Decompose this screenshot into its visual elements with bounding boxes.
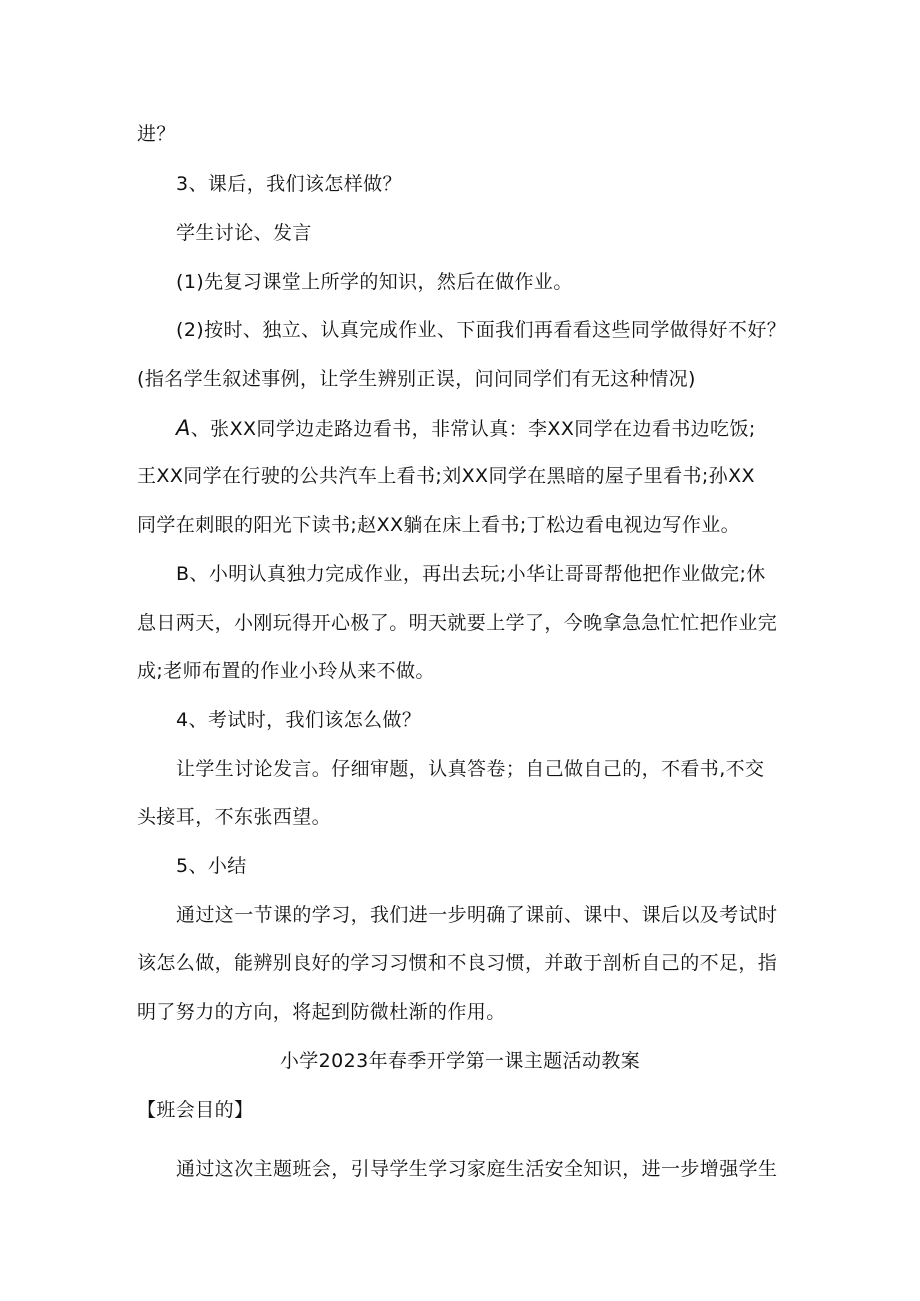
text-line: 通过这一节课的学习，我们进一步明确了课前、课中、课后以及考试时 [176, 904, 778, 926]
text-line: 王XX同学在行驶的公共汽车上看书;刘XX同学在黑暗的屋子里看书;孙XX [137, 465, 755, 487]
text-line: B、小明认真独力完成作业，再出去玩;小华让哥哥帮他把作业做完;休 [176, 563, 766, 585]
section-heading: 【班会目的】 [137, 1099, 254, 1121]
section-heading: 4、考试时，我们该怎么做？ [176, 709, 422, 731]
text-line: 该怎么做，能辨别良好的学习习惯和不良习惯，并敢于剖析自己的不足，指 [137, 952, 778, 974]
text-line: 让学生讨论发言。仔细审题，认真答卷；自己做自己的，不看书,不交 [176, 758, 765, 780]
section-heading: 5、小结 [176, 855, 247, 877]
text-line: 头接耳，不东张西望。 [137, 806, 332, 828]
document-title: 小学2023年春季开学第一课主题活动教案 [279, 1050, 641, 1072]
text-line: (1)先复习课堂上所学的知识，然后在做作业。 [176, 271, 573, 293]
text-line: 明了努力的方向，将起到防微杜渐的作用。 [137, 1001, 506, 1023]
text-line: 成;老师布置的作业小玲从来不做。 [137, 660, 435, 682]
section-heading: 3、课后，我们该怎样做？ [176, 173, 402, 195]
text-line: 进？ [137, 123, 176, 145]
text-line: (2)按时、独立、认真完成作业、下面我们再看看这些同学做得好不好？ [176, 319, 787, 341]
list-marker-a: A [176, 416, 191, 440]
text-line: 通过这次主题班会，引导学生学习家庭生活安全知识，进一步增强学生 [176, 1158, 778, 1180]
text-line-content: 、张XX同学边走路边看书，非常认真：李XX同学在边看书边吃饭; [190, 418, 756, 440]
text-line: (指名学生叙述事例，让学生辨别正误，问问同学们有无这种情况) [137, 368, 696, 390]
text-line: 学生讨论、发言 [176, 222, 312, 244]
text-line: 息日两天，小刚玩得开心极了。明天就要上学了，今晚拿急急忙忙把作业完 [137, 612, 778, 634]
text-line: 同学在刺眼的阳光下读书;赵XX躺在床上看书;丁松边看电视边写作业。 [137, 514, 741, 536]
text-line [176, 416, 756, 441]
